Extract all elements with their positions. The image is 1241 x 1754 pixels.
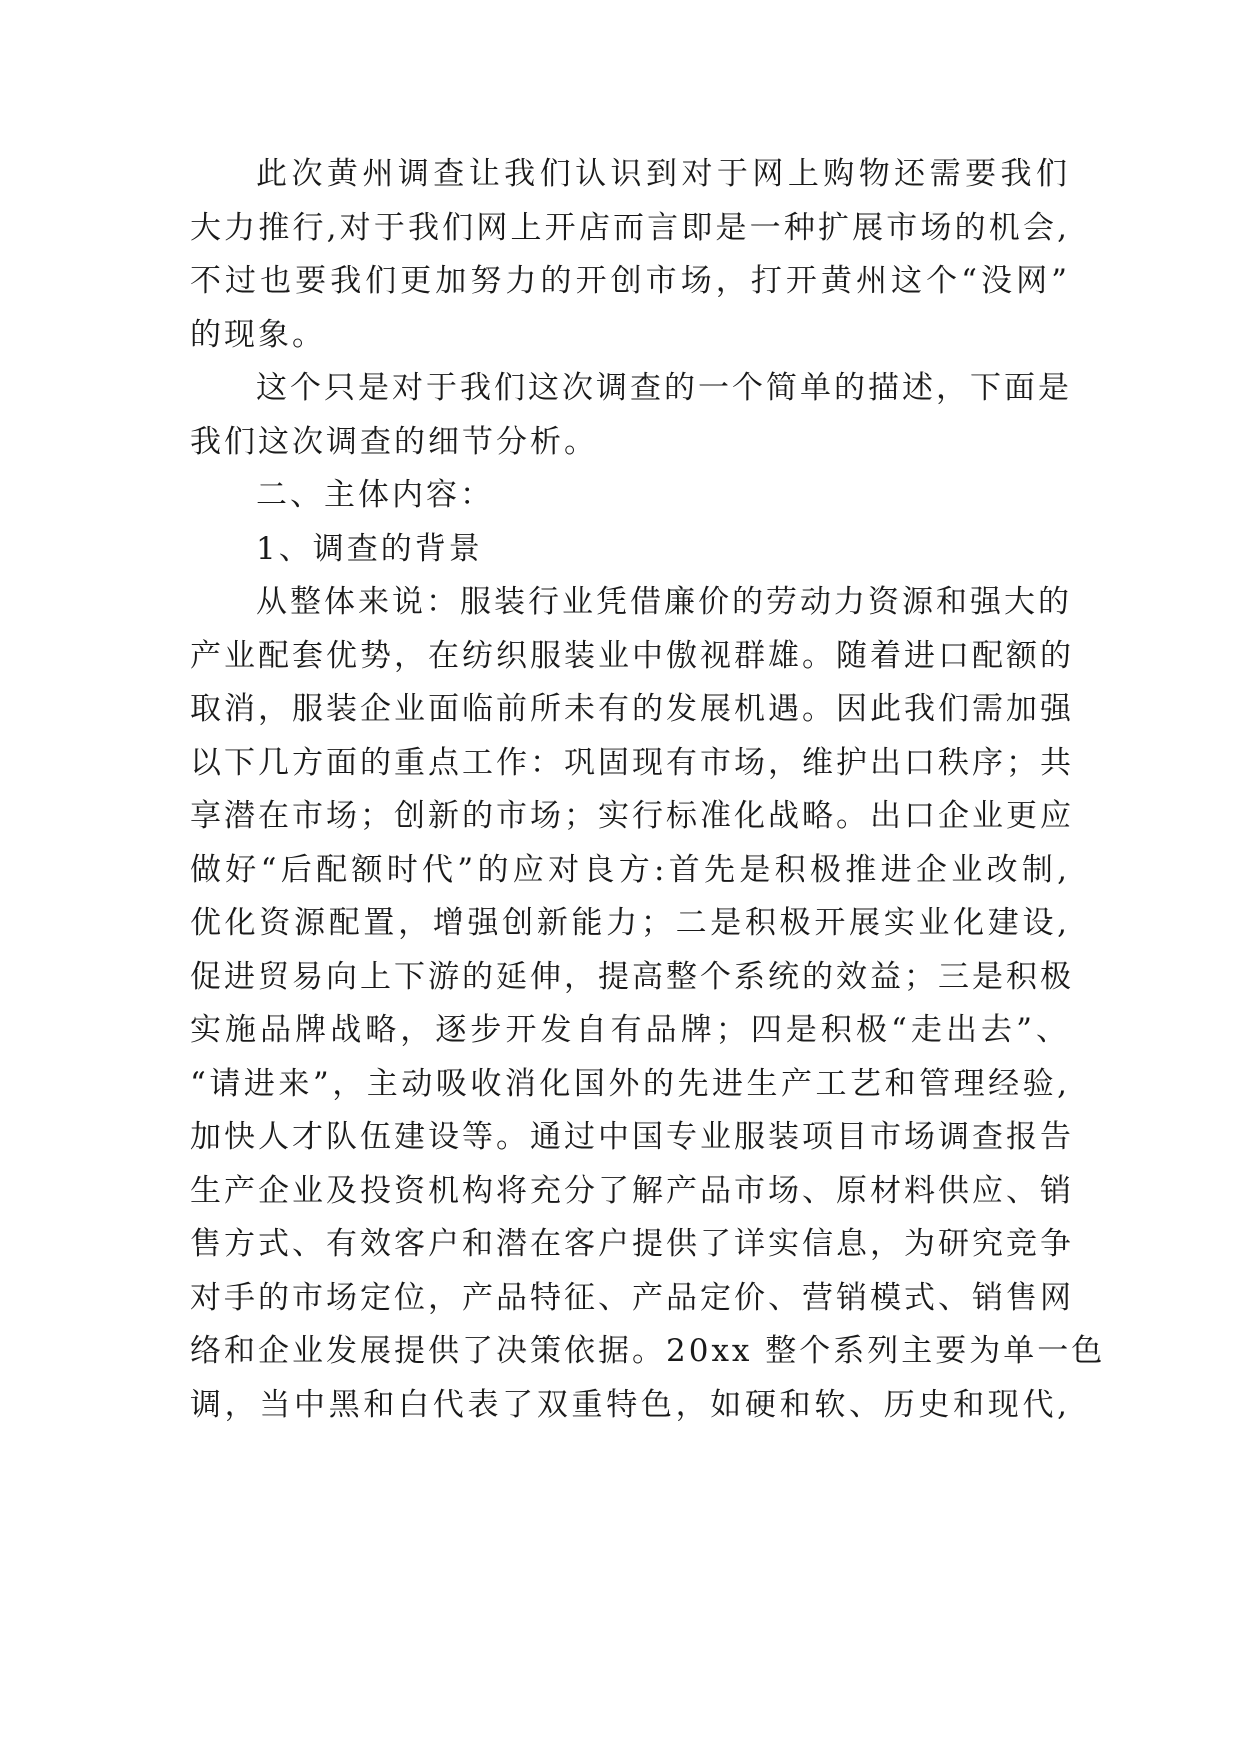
text-line: 加快人才队伍建设等。通过中国专业服装项目市场调查报告	[190, 1119, 1074, 1155]
heading-line: 二、主体内容：	[256, 477, 494, 513]
text-line: 产业配套优势，在纺织服装业中傲视群雄。随着进口配额的	[190, 637, 1074, 674]
subsection-heading	[190, 523, 1070, 577]
text-line: 我们这次调查的细节分析。	[190, 423, 598, 460]
text-line: 对手的市场定位，产品特征、产品定价、营销模式、销售网	[190, 1279, 1074, 1316]
body-text	[190, 148, 1106, 1432]
text-line: 享潜在市场；创新的市场；实行标准化战略。出口企业更应	[190, 798, 1074, 834]
text-line: 此次黄州调查让我们认识到对于网上购物还需要我们	[256, 156, 1070, 192]
text-line: 不过也要我们更加努力的开创市场，打开黄州这个“没网”	[190, 263, 1070, 299]
text-line: 促进贸易向上下游的延伸，提高整个系统的效益；三是积极	[190, 958, 1074, 995]
paragraph-background	[190, 576, 1106, 1432]
text-line: 售方式、有效客户和潜在客户提供了详实信息，为研究竞争	[190, 1226, 1074, 1262]
text-line: “请进来”，主动吸收消化国外的先进生产工艺和管理经验,	[190, 1065, 1070, 1102]
paragraph-summary	[190, 362, 1070, 469]
text-line: 络和企业发展提供了决策依据。20xx 整个系列主要为单一色	[190, 1333, 1106, 1369]
paragraph-online-shopping	[190, 148, 1070, 362]
text-line: 调，当中黑和白代表了双重特色，如硬和软、历史和现代,	[190, 1386, 1070, 1423]
section-heading	[190, 469, 1070, 523]
text-line: 大力推行,对于我们网上开店而言即是一种扩展市场的机会,	[190, 209, 1070, 246]
text-line: 实施品牌战略，逐步开发自有品牌；四是积极“走出去”、	[190, 1012, 1070, 1048]
text-line: 优化资源配置，增强创新能力；二是积极开展实业化建设,	[190, 905, 1070, 941]
text-line: 以下几方面的重点工作：巩固现有市场，维护出口秩序；共	[190, 744, 1074, 781]
text-line: 取消，服装企业面临前所未有的发展机遇。因此我们需加强	[190, 691, 1074, 727]
text-line: 从整体来说：服装行业凭借廉价的劳动力资源和强大的	[256, 584, 1072, 620]
text-line: 这个只是对于我们这次调查的一个简单的描述，下面是	[256, 370, 1072, 406]
text-line: 做好“后配额时代”的应对良方:首先是积极推进企业改制,	[190, 851, 1070, 888]
heading-line: 1、调查的背景	[256, 530, 483, 567]
text-line: 的现象。	[190, 316, 326, 353]
text-line: 生产企业及投资机构将充分了解产品市场、原材料供应、销	[190, 1172, 1074, 1209]
